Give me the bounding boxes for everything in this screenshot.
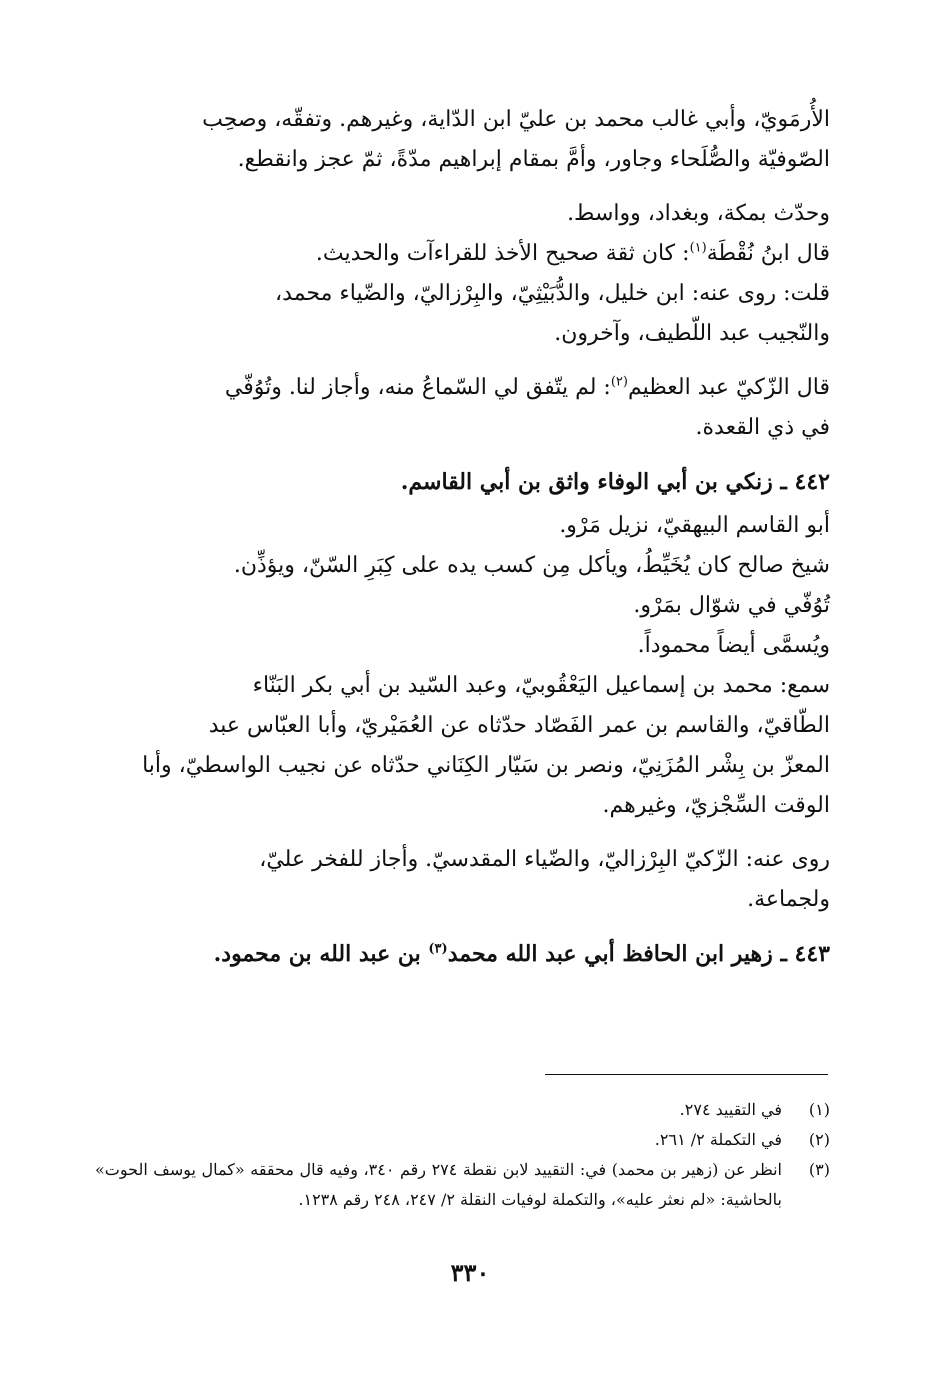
footnote-text: في التكملة ٢/ ٢٦١. (654, 1130, 782, 1149)
paragraph-4 (95, 274, 830, 354)
text-run: ٤٤٣ ـ زهير ابن الحافظ أبي عبد الله محمد (447, 941, 830, 967)
paragraph-5 (95, 368, 830, 448)
text-run: قال ابنُ نُقْطَة (706, 241, 830, 266)
paragraph-2: وحدّث بمكة، وبغداد، وواسط. (567, 201, 830, 226)
page-body (95, 100, 830, 978)
text-line: تُوُفّي في شوّال بمَرْو. (633, 593, 830, 618)
text-line: ويُسمَّى أيضاً محموداً. (637, 633, 830, 658)
entry-442-details (95, 506, 830, 666)
text-run: : لم يتّفق لي السّماعُ منه، وأجاز لنا. وتُوُفّي (224, 375, 611, 400)
entry-443-title (95, 934, 830, 974)
text-line: سمع: محمد بن إسماعيل اليَعْقُوبيّ، وعبد السّيد بن أبي بكر البَنّاء (252, 673, 830, 698)
footnote-number: (٢) (808, 1130, 830, 1149)
text-line: الطّاقيّ، والقاسم بن عمر الفَصّاد حدّثاه عن العُمَيْريّ، وأبا العبّاس عبد (208, 713, 830, 738)
paragraph-1 (95, 100, 830, 180)
paragraph-3 (95, 234, 830, 274)
text-line: ولجماعة. (747, 887, 830, 912)
text-line: والنّجيب عبد اللّطيف، وآخرون. (554, 321, 830, 346)
page-number: ٣٣٠ (450, 1258, 490, 1287)
footnote-number: (٣) (808, 1160, 830, 1179)
footnote-text: في التقييد ٢٧٤. (679, 1100, 782, 1119)
footnotes (95, 1095, 830, 1215)
text-line (95, 368, 830, 408)
text-line: الصّوفيّة والصُّلَحاء وجاور، وأمَّ بمقام إبراهيم مدّةً، ثمّ عجز وانقطع. (237, 147, 830, 172)
footnote-ref-2[interactable]: (٢) (610, 374, 628, 390)
footnote-2 (95, 1125, 830, 1155)
text-run: بن عبد الله بن محمود. (213, 941, 429, 967)
text-line: المعزّ بن بِشْر المُزَنِيّ، ونصر بن سَيّار الكِنَاني حدّثاه عن نجيب الواسطيّ، وأبا (142, 753, 830, 778)
text-line: روى عنه: الزّكيّ البِرْزاليّ، والضّياء المقدسيّ. وأجاز للفخر عليّ، (259, 847, 830, 872)
text-line: قلت: روى عنه: ابن خليل، والدُّبَيْثِيّ، والبِرْزاليّ، والضّياء محمد، (275, 281, 830, 306)
footnote-ref-3[interactable]: (٣) (428, 941, 448, 957)
paragraph-7 (95, 840, 830, 920)
footnote-divider (545, 1074, 828, 1075)
text-run: قال الزّكيّ عبد العظيم (627, 375, 830, 400)
footnote-ref-1[interactable]: (١) (689, 240, 707, 256)
footnote-number: (١) (808, 1100, 830, 1119)
text-run: : كان ثقة صحيح الأخذ للقراءآت والحديث. (315, 241, 690, 266)
paragraph-6 (95, 666, 830, 826)
footnote-3 (95, 1155, 830, 1215)
footnote-text: انظر عن (زهير بن محمد) في: التقييد لابن نقطة ٢٧٤ رقم ٣٤٠، وفيه قال محققه «كمال يوسف الحوت» بالحاشية: «لم نعثر عليه»، والتكملة لوفيات النقلة ٢/ ٢٤٧، ٢٤٨ رقم ١٢٣٨. (95, 1160, 783, 1209)
text-line: شيخ صالح كان يُخَيِّطُ، ويأكل مِن كسب يده على كِبَرِ السّنّ، ويؤذِّن. (233, 553, 830, 578)
footnote-1 (95, 1095, 830, 1125)
text-line: الأُرمَويّ، وأبي غالب محمد بن عليّ ابن الدّاية، وغيرهم. وتفقّه، وصحِب (202, 107, 830, 132)
entry-442-title: ٤٤٢ ـ زنكي بن أبي الوفاء واثق بن أبي القاسم. (400, 469, 830, 495)
text-line: أبو القاسم البيهقيّ، نزيل مَرْو. (559, 513, 830, 538)
text-line: في ذي القعدة. (695, 415, 830, 440)
text-line: الوقت السِّجْزيّ، وغيرهم. (602, 793, 830, 818)
